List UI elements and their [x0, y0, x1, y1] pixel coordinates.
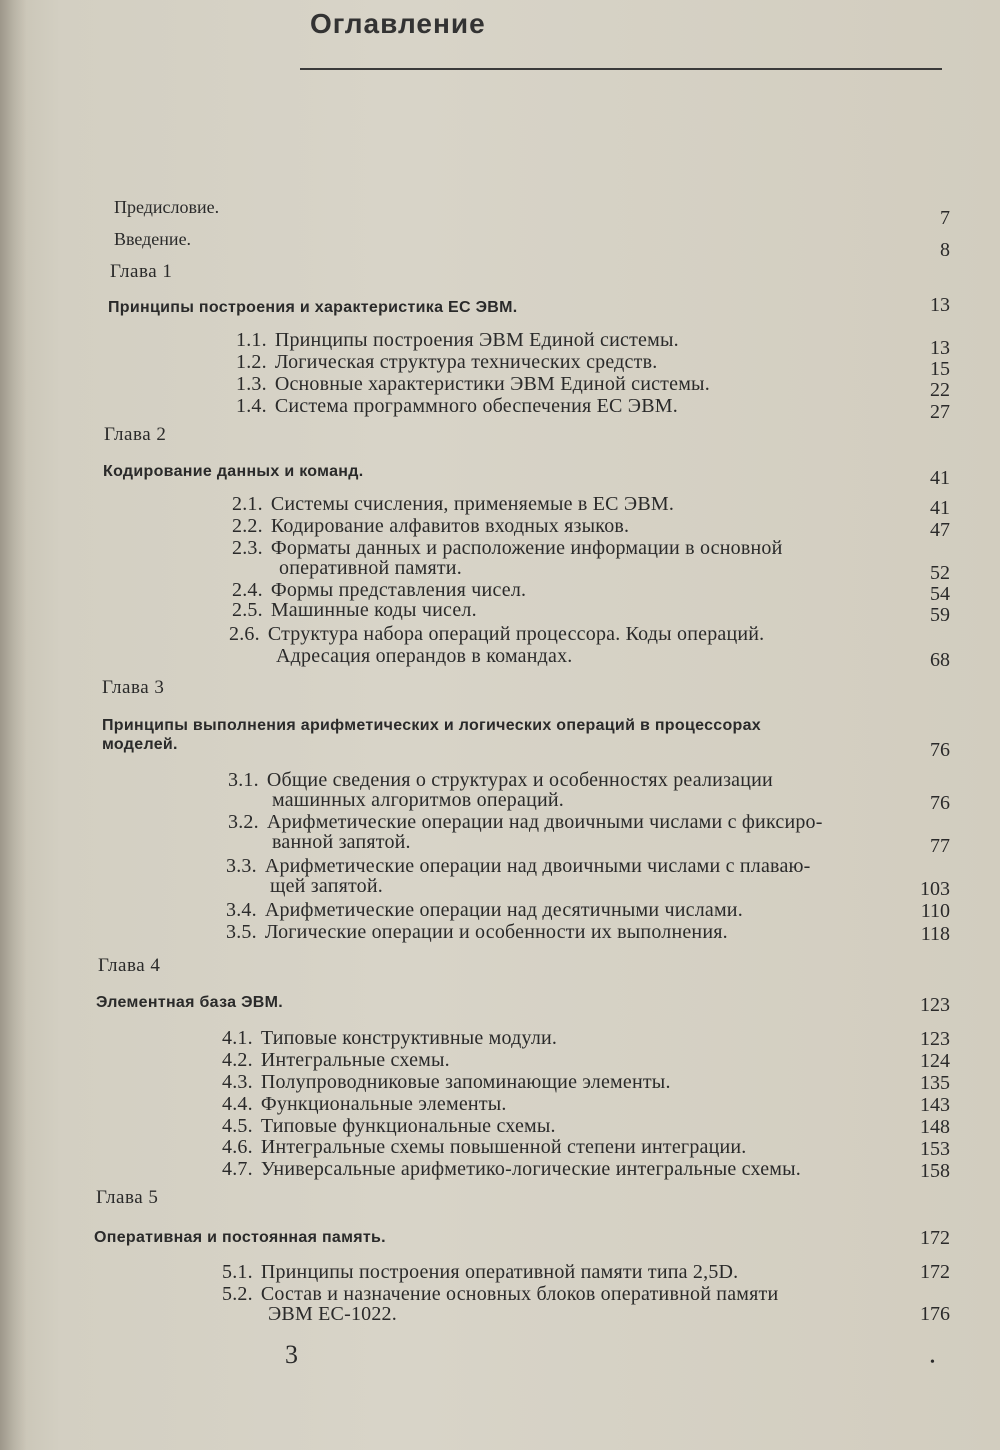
section-title: Принципы построения оперативной памяти типа 2,5D.: [260, 1261, 739, 1283]
section-number: 1.3.: [236, 373, 267, 395]
chapter-page: 172: [920, 1227, 950, 1249]
chapter-label: Глава 5: [96, 1187, 159, 1208]
section-page: 110: [920, 900, 950, 922]
section-page: 59: [930, 604, 950, 626]
toc-section: [222, 1284, 778, 1304]
toc-section: [228, 812, 823, 832]
section-page: 123: [920, 1028, 950, 1050]
section-title: Основные характеристики ЭВМ Единой системы.: [274, 373, 710, 395]
section-page: 41: [930, 497, 950, 519]
section-number: 3.4.: [226, 899, 257, 921]
toc-section: [226, 856, 811, 876]
toc-section: [232, 494, 674, 514]
chapter-title: Принципы построения и характеристика ЕС ЭВМ.: [108, 299, 518, 316]
chapter-page: 41: [930, 467, 950, 489]
section-page: 47: [930, 519, 950, 541]
section-page: 176: [920, 1303, 950, 1325]
chapter-title: Кодирование данных и команд.: [103, 463, 364, 480]
toc-section: [222, 1137, 747, 1157]
page-mark: •: [930, 1355, 935, 1370]
section-number: 2.6.: [229, 623, 260, 645]
toc-section: [236, 396, 678, 416]
section-page: 143: [920, 1094, 950, 1116]
section-title: Универсальные арифметико-логические интегральные схемы.: [260, 1158, 801, 1180]
section-page: 153: [920, 1138, 950, 1160]
toc-section: [222, 1050, 450, 1070]
chapter-page: 76: [930, 739, 950, 761]
toc-section: [222, 1116, 556, 1136]
section-title: Логические операции и особенности их выполнения.: [264, 921, 728, 943]
toc-section: [232, 580, 526, 600]
section-number: 3.5.: [226, 921, 257, 943]
chapter-label: Глава 4: [98, 955, 161, 976]
section-number: 4.3.: [222, 1071, 253, 1093]
section-number: 5.1.: [222, 1261, 253, 1283]
section-number: 4.2.: [222, 1049, 253, 1071]
section-title: Принципы построения ЭВМ Единой системы.: [274, 329, 679, 351]
section-title-continued: ЭВМ ЕС-1022.: [268, 1303, 397, 1325]
section-title: Типовые конструктивные модули.: [260, 1027, 558, 1049]
section-title: Системы счисления, применяемые в ЕС ЭВМ.: [270, 493, 675, 515]
section-title: Арифметические операции над десятичными числами.: [264, 899, 743, 921]
section-title: Интегральные схемы повышенной степени интеграции.: [260, 1136, 747, 1158]
section-number: 2.2.: [232, 515, 263, 537]
section-number: 4.6.: [222, 1136, 253, 1158]
toc-page-preface: 7: [940, 207, 950, 229]
section-title: Структура набора операций процессора. Коды операций.: [267, 623, 765, 645]
section-title: Типовые функциональные схемы.: [260, 1115, 556, 1137]
title-rule: [300, 68, 942, 70]
toc-section: [229, 624, 764, 644]
section-number: 3.3.: [226, 855, 257, 877]
section-page: 52: [930, 562, 950, 584]
toc-section: [222, 1072, 671, 1092]
toc-entry-introduction: Введение.: [114, 229, 192, 249]
toc-page-introduction: 8: [940, 239, 950, 261]
section-number: 2.1.: [232, 493, 263, 515]
section-title: Интегральные схемы.: [260, 1049, 450, 1071]
section-title: Кодирование алфавитов входных языков.: [270, 515, 630, 537]
section-title: Машинные коды чисел.: [270, 599, 477, 621]
section-title-continued: Адресация операндов в командах.: [276, 645, 573, 667]
chapter-title: Элементная база ЭВМ.: [96, 994, 283, 1011]
section-number: 4.7.: [222, 1158, 253, 1180]
section-title: Арифметические операции над двоичными числами с фиксиро-: [266, 811, 823, 833]
chapter-title: Принципы выполнения арифметических и логических операций в процессорах: [102, 717, 762, 734]
section-page: 124: [920, 1050, 950, 1072]
section-number: 2.5.: [232, 599, 263, 621]
toc-section: [226, 922, 728, 942]
toc-section: [222, 1028, 557, 1048]
section-page: 103: [920, 878, 950, 900]
section-page: 172: [920, 1261, 950, 1283]
page-title: Оглавление: [310, 8, 486, 39]
toc-section: [236, 330, 679, 350]
toc-section: [236, 352, 657, 372]
section-title: Система программного обеспечения ЕС ЭВМ.: [274, 395, 678, 417]
page-number: 3: [285, 1340, 298, 1369]
section-number: 1.4.: [236, 395, 267, 417]
section-title: Состав и назначение основных блоков оперативной памяти: [260, 1283, 779, 1305]
section-page: 76: [930, 792, 950, 814]
section-page: 27: [930, 401, 950, 423]
section-number: 1.2.: [236, 351, 267, 373]
section-title-continued: щей запятой.: [270, 875, 383, 897]
toc-section: [222, 1094, 507, 1114]
chapter-page: 123: [920, 994, 950, 1016]
section-title: Логическая структура технических средств.: [274, 351, 658, 373]
section-page: 118: [920, 923, 950, 945]
section-page: 15: [930, 358, 950, 380]
section-page: 158: [920, 1160, 950, 1182]
section-number: 3.1.: [228, 769, 259, 791]
section-number: 5.2.: [222, 1283, 253, 1305]
toc-entry-preface: Предисловие.: [114, 197, 220, 217]
chapter-label: Глава 2: [104, 424, 167, 445]
toc-section: [222, 1159, 801, 1179]
section-page: 13: [930, 337, 950, 359]
section-title-continued: оперативной памяти.: [279, 557, 462, 579]
section-title: Функциональные элементы.: [260, 1093, 507, 1115]
toc-section: [226, 900, 743, 920]
section-number: 1.1.: [236, 329, 267, 351]
toc-section: [236, 374, 710, 394]
toc-section: [232, 516, 629, 536]
section-number: 2.4.: [232, 579, 263, 601]
section-number: 4.4.: [222, 1093, 253, 1115]
section-title: Формы представления чисел.: [270, 579, 527, 601]
section-title: Форматы данных и расположение информации в основной: [270, 537, 783, 559]
section-title: Полупроводниковые запоминающие элементы.: [260, 1071, 671, 1093]
toc-section: [228, 770, 773, 790]
section-title-continued: ванной запятой.: [272, 831, 411, 853]
section-page: 22: [930, 379, 950, 401]
chapter-label: Глава 3: [102, 677, 165, 698]
section-title: Общие сведения о структурах и особенностях реализации: [266, 769, 773, 791]
book-spine-shadow: [0, 0, 26, 1450]
section-page: 54: [930, 583, 950, 605]
section-page: 77: [930, 835, 950, 857]
section-title-continued: машинных алгоритмов операций.: [272, 789, 564, 811]
section-page: 148: [920, 1116, 950, 1138]
section-number: 4.1.: [222, 1027, 253, 1049]
section-number: 2.3.: [232, 537, 263, 559]
toc-section: [232, 538, 783, 558]
chapter-page: 13: [930, 294, 950, 316]
section-number: 4.5.: [222, 1115, 253, 1137]
section-title: Арифметические операции над двоичными числами с плаваю-: [264, 855, 811, 877]
section-number: 3.2.: [228, 811, 259, 833]
chapter-label: Глава 1: [110, 261, 173, 282]
section-page: 68: [930, 649, 950, 671]
toc-section: [232, 600, 477, 620]
chapter-title: Оперативная и постоянная память.: [94, 1229, 386, 1246]
section-page: 135: [920, 1072, 950, 1094]
toc-section: [222, 1262, 738, 1282]
chapter-title-continued: моделей.: [102, 736, 178, 753]
